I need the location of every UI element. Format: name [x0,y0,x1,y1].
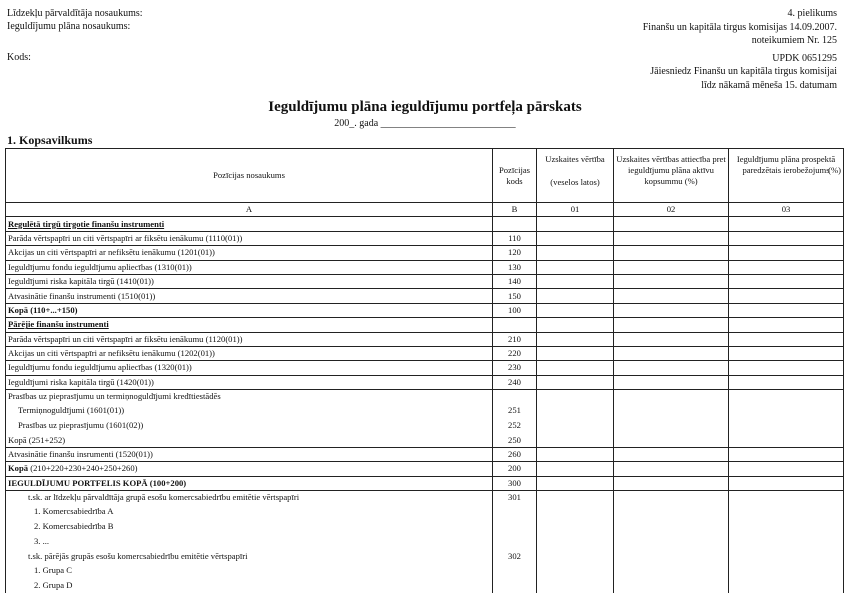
section-heading: 1. Kopsavilkums [7,133,93,147]
row-code: 110 [493,231,537,245]
row-code [493,390,537,404]
row-value-cell[interactable] [537,462,614,476]
annex-label: 4. pielikums [787,8,837,19]
row-name: Ieguldījumu fondu ieguldījumu apliecības (1320(01)) [6,361,493,375]
row-code: 140 [493,274,537,288]
row-value-cell[interactable] [729,332,844,346]
row-value-cell[interactable] [537,418,614,433]
row-code: 230 [493,361,537,375]
table-row [6,375,844,389]
table-header-row [6,149,844,203]
row-value-cell[interactable] [537,563,614,578]
row-value-cell[interactable] [729,534,844,549]
row-code [493,318,537,332]
table-row [6,289,844,303]
row-name: 1. Komercsabiedrība A [6,504,493,519]
row-value-cell[interactable] [614,390,729,404]
row-code: 200 [493,462,537,476]
row-code [493,563,537,578]
table-row [6,504,844,519]
col-name-header: Pozīcijas nosaukums [6,149,493,203]
submit-deadline: līdz nākamā mēneša 15. datumam [701,79,837,91]
row-value-cell[interactable] [537,303,614,317]
table-row [6,403,844,418]
row-value-cell[interactable] [537,476,614,490]
row-value-cell[interactable] [614,274,729,288]
row-value-cell[interactable] [614,549,729,562]
row-code: 302 [493,549,537,562]
row-value-cell[interactable] [614,231,729,245]
row-name: Atvasinātie finanšu instrumenti (1510(01)) [6,289,493,303]
summary-table [5,148,844,593]
row-value-cell[interactable] [729,361,844,375]
col-code-header: Pozīcijas kods [493,149,537,203]
letter-01: 01 [537,203,614,217]
row-value-cell[interactable] [614,332,729,346]
row-name: Parāda vērtspapīri un citi vērtspapīri ar fiksētu ienākumu (1110(01)) [6,231,493,245]
table-row [6,318,844,332]
row-code: 130 [493,260,537,274]
row-name: Ieguldījumi riska kapitāla tirgū (1410(01)) [6,274,493,288]
row-value-cell[interactable] [614,447,729,461]
row-value-cell[interactable] [537,318,614,332]
row-value-cell[interactable] [614,361,729,375]
row-value-cell[interactable] [614,504,729,519]
row-code: 251 [493,403,537,418]
table-row [6,332,844,346]
row-code: 120 [493,246,537,260]
row-name: Kopā (210+220+230+240+250+260) [6,462,493,476]
row-name: Kopā (110+...+150) [6,303,493,317]
row-code: 210 [493,332,537,346]
row-value-cell[interactable] [729,476,844,490]
row-value-cell[interactable] [729,549,844,562]
row-value-cell[interactable] [614,303,729,317]
row-code: 300 [493,476,537,490]
table-row [6,433,844,447]
table-row [6,578,844,593]
row-value-cell[interactable] [614,491,729,505]
row-name: Parāda vērtspapīri un citi vērtspapīri ar fiksētu ienākumu (1120(01)) [6,332,493,346]
row-value-cell[interactable] [729,260,844,274]
table-row [6,447,844,461]
row-value-cell[interactable] [729,274,844,288]
header-right [643,7,837,92]
header-left [7,7,143,64]
letter-a: A [6,203,493,217]
row-value-cell[interactable] [614,375,729,389]
row-value-cell[interactable] [614,563,729,578]
row-value-cell[interactable] [729,433,844,447]
row-value-cell[interactable] [537,491,614,505]
table-row [6,563,844,578]
row-value-cell[interactable] [537,260,614,274]
row-value-cell[interactable] [729,578,844,593]
code-label: Kods: [7,52,31,63]
letter-03: 03 [729,203,844,217]
row-value-cell[interactable] [729,504,844,519]
row-value-cell[interactable] [729,375,844,389]
row-value-cell[interactable] [614,289,729,303]
row-name: t.sk. ar līdzekļu pārvaldītāja grupā esošu komercsabiedrību emitētie vērtspapīri [6,491,493,505]
table-row [6,217,844,231]
row-value-cell[interactable] [537,346,614,360]
row-name: 2. Grupa D [6,578,493,593]
row-value-cell[interactable] [537,447,614,461]
row-value-cell[interactable] [537,549,614,562]
row-name: Ieguldījumu fondu ieguldījumu apliecības (1310(01)) [6,260,493,274]
row-value-cell[interactable] [729,231,844,245]
letter-row [6,203,844,217]
table-row [6,231,844,245]
row-value-cell[interactable] [537,361,614,375]
row-value-cell[interactable] [537,433,614,447]
row-value-cell[interactable] [614,462,729,476]
row-name: Akcijas un citi vērtspapīri ar nefiksētu ienākumu (1201(01)) [6,246,493,260]
row-value-cell[interactable] [537,375,614,389]
table-row [6,549,844,562]
row-value-cell[interactable] [614,246,729,260]
row-value-cell[interactable] [537,390,614,404]
row-name: 3. ... [6,534,493,549]
row-name: Akcijas un citi vērtspapīri ar nefiksētu ienākumu (1202(01)) [6,346,493,360]
row-value-cell[interactable] [729,403,844,418]
row-value-cell[interactable] [614,433,729,447]
table-row [6,346,844,360]
row-value-cell[interactable] [729,390,844,404]
row-name: Pārējie finanšu instrumenti [6,318,493,332]
row-value-cell[interactable] [729,563,844,578]
table-row [6,260,844,274]
row-code [493,519,537,534]
table-row [6,390,844,404]
col-limit-header: Ieguldījumu plāna prospektā paredzētais ierobežojums (%) [729,149,844,203]
row-value-cell[interactable] [537,534,614,549]
regulation-number: noteikumiem Nr. 125 [751,35,837,46]
row-name: 2. Komercsabiedrība B [6,519,493,534]
table-row [6,303,844,317]
col-value-header: Uzskaites vērtība (veselos latos) [537,149,614,203]
row-value-cell[interactable] [729,418,844,433]
table-row [6,361,844,375]
row-code: 100 [493,303,537,317]
table-row [6,462,844,476]
row-value-cell[interactable] [537,578,614,593]
row-value-cell[interactable] [729,346,844,360]
row-name: Termiņnoguldījumi (1601(01)) [6,403,493,418]
row-value-cell[interactable] [729,318,844,332]
row-name: t.sk. pārējās grupās esošu komercsabiedrību emitētie vērtspapīri [6,549,493,562]
row-value-cell[interactable] [537,274,614,288]
row-code: 301 [493,491,537,505]
row-value-cell[interactable] [729,303,844,317]
row-name: IEGULDĪJUMU PORTFELIS KOPĀ (100+200) [6,476,493,490]
row-value-cell[interactable] [614,346,729,360]
row-value-cell[interactable] [729,246,844,260]
row-code [493,217,537,231]
row-name: Regulētā tirgū tirgotie finanšu instrumenti [6,217,493,231]
table-row [6,274,844,288]
row-value-cell[interactable] [614,476,729,490]
row-value-cell[interactable] [729,217,844,231]
row-code: 150 [493,289,537,303]
row-value-cell[interactable] [537,289,614,303]
row-value-cell[interactable] [537,403,614,418]
table-row [6,519,844,534]
row-value-cell[interactable] [729,519,844,534]
table-row [6,491,844,505]
row-name: Atvasinātie finanšu insrumenti (1520(01)) [6,447,493,461]
row-value-cell[interactable] [729,462,844,476]
row-value-cell[interactable] [614,217,729,231]
fund-manager-label: Līdzekļu pārvaldītāja nosaukums: [7,8,143,19]
row-value-cell[interactable] [614,418,729,433]
regulation-line: Finanšu un kapitāla tirgus komisijas 14.09.2007. [642,21,837,33]
year-line: 200_. gada ___________________________ [334,118,516,129]
row-value-cell[interactable] [537,231,614,245]
row-value-cell[interactable] [614,318,729,332]
row-name: 1. Grupa C [6,563,493,578]
row-value-cell[interactable] [537,217,614,231]
row-value-cell[interactable] [614,403,729,418]
row-value-cell[interactable] [537,504,614,519]
col-ratio-header: Uzskaites vērtības attiecība pret ieguldījumu plāna aktīvu kopsummu (%) [614,149,729,203]
row-code [493,504,537,519]
row-code [493,534,537,549]
table-row [6,418,844,433]
row-code: 220 [493,346,537,360]
row-code: 240 [493,375,537,389]
row-value-cell[interactable] [614,260,729,274]
letter-b: B [493,203,537,217]
row-name: Ieguldījumi riska kapitāla tirgū (1420(01)) [6,375,493,389]
row-value-cell[interactable] [537,246,614,260]
row-code [493,578,537,593]
submit-instruction: Jāiesniedz Finanšu un kapitāla tirgus komisijai [650,66,837,77]
row-value-cell[interactable] [614,578,729,593]
row-code: 252 [493,418,537,433]
page-title: Ieguldījumu plāna ieguldījumu portfeļa pārskats [268,99,582,115]
row-value-cell[interactable] [729,447,844,461]
row-name: Prasības uz pieprasījumu (1601(02)) [6,418,493,433]
letter-02: 02 [614,203,729,217]
row-code: 250 [493,433,537,447]
table-row [6,246,844,260]
form-code: UPDK 0651295 [772,52,837,64]
row-value-cell[interactable] [729,491,844,505]
row-name: Kopā (251+252) [6,433,493,447]
row-value-cell[interactable] [537,519,614,534]
table-row [6,534,844,549]
row-value-cell[interactable] [537,332,614,346]
plan-name-label: Ieguldījumu plāna nosaukums: [7,21,131,32]
row-name: Prasības uz pieprasījumu un termiņnoguldījumi kredītiestādēs [6,390,493,404]
row-code: 260 [493,447,537,461]
row-value-cell[interactable] [614,519,729,534]
row-value-cell[interactable] [614,534,729,549]
table-row [6,476,844,490]
row-value-cell[interactable] [729,289,844,303]
